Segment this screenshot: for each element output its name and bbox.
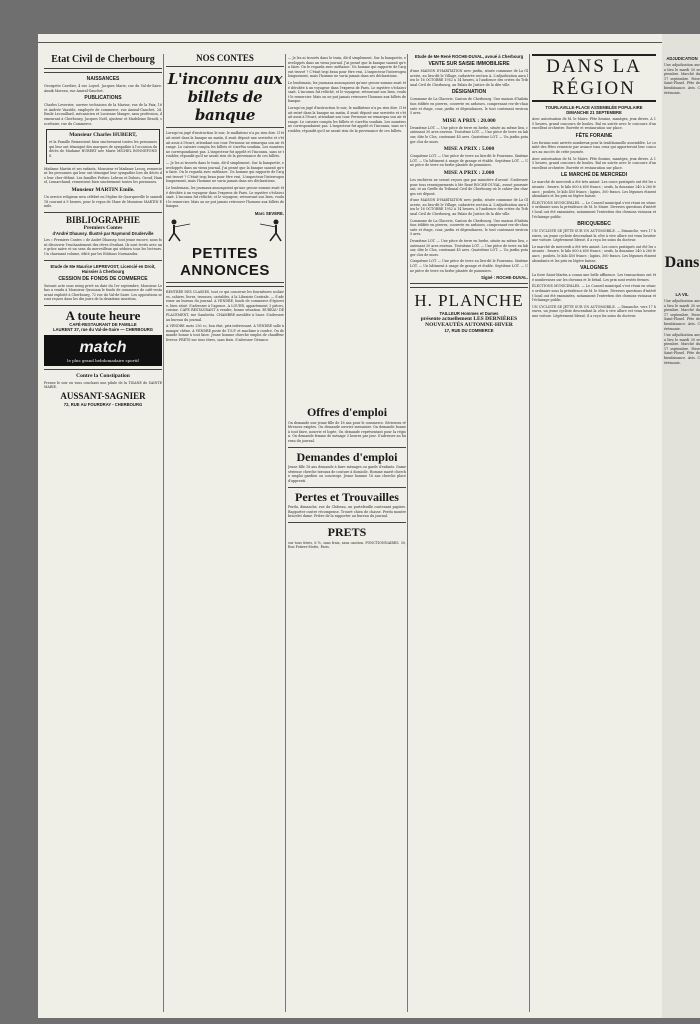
bibliographie-text: Les « Premiers Contes » de André Dhaussy, tout jeune encore, nous font découvrir l'enchantement des rêves d'enfant. Ils sont écrits avec une grâce naïve et un sens du merveilleux qui séduira tous les lecteurs. Un charmant volume, édité par les Editions Normandes. xyxy=(44,238,162,256)
match-logo: match xyxy=(44,335,162,358)
strip-dans: Dans xyxy=(664,254,700,272)
cafe-restaurant-label: CAFÉ-RESTAURANT DE FAMILLE xyxy=(69,321,137,327)
constipation-heading: Contre la Constipation xyxy=(76,372,130,379)
naissances-heading: NAISSANCES xyxy=(86,76,120,82)
conte-paragraph-3: Le lendemain, les journaux annonçaient qu'une grosse somme avait été dérobée à un voyageur dans l'express de Paris. Le mystère s'éclaircissait. L'inconnu fut relâché, et le voyageur, retrouvant son bien, voulut le remercier. Mais on ne put jamais retrouver l'homme aux billets de banque. xyxy=(166,185,284,209)
aussant-address: 72, RUE AU FOURDRAY - CHERBOURG xyxy=(63,401,143,407)
prets-text: sur tous titres, 6 %, sans frais, sans caution. FONCTIONNAIRES. 30, Rue Potiers-Motte, Paris. xyxy=(288,540,406,550)
roche-duval-etude: Etude de Me René ROCHE-DUVAL, avoué à Cherbourg xyxy=(414,54,524,59)
etude-lepreovst-title: Etude de Me Maurice LEPREVOST, Licencié en Droit, Huissier à Cherbourg xyxy=(50,263,156,274)
column-4 xyxy=(410,54,528,1012)
conditions-text-5: Cinquième LOT. — Une pièce de terre au lieu-dit le Fourneau. Sixième LOT. — Un bâtiment à usage de grange et étable. Septième LOT. — Une pièce de terre en herbe plantée de pommiers. xyxy=(410,259,528,273)
planche-subtitle: TAILLEUR Hommes et Dames xyxy=(439,311,499,317)
region-text-6b: ÉLECTIONS MUNICIPALES. — Le Conseil municipal s'est réuni en séance ordinaire sous la présidence de M. le Maire. Diverses questions d'intérêt local ont été examinées, notamment l'entretien des chemins vicinaux et l'éclairage public. xyxy=(532,284,656,303)
boxed-text: et la Famille Remercient bien sincèrement toutes les personnes qui leur ont témoigné des marques de sympathie à l'occasion du décès de Madame HUBERT née Marie MICHEL BONNEFONDS. xyxy=(49,140,157,158)
etat-civil-heading: Etat Civil de Cherbourg xyxy=(51,54,155,65)
bibliographie-heading: BIBLIOGRAPHIE xyxy=(65,214,141,225)
column-5 xyxy=(532,54,656,1012)
lots-text-2: Cinquième LOT. — Une pièce de terre au lieu-dit le Fourneau. Sixième LOT. — Un bâtiment à usage de grange et étable. Septième LOT. — Une pièce de terre en herbe plantée de pommiers. xyxy=(410,154,528,168)
annonces-text-2: A VENDRE moto 250 cc, bon état, prix intéressant. A VENDRE salle à manger chêne. A VENDRE poste de T.S.F. et machine à coudre. On demande bonne à tout faire. Jeune homme cherche emploi de chauffeur livreur. PRETS sur tous titres, sans frais. S'adresser Gérance. xyxy=(166,324,284,342)
region-text-3: Le marché de mercredi a été très animé. Les cours pratiqués ont été les suivants : beurre, le kilo 600 à 650 francs ; oeufs, la douzaine 240 à 260 francs ; poulets, le kilo 450 francs ; lapins, 300 francs. Les légumes étaient abondants et les prix en légère baisse. xyxy=(532,180,656,199)
cafe-address: LAURENT 37, rue du Val-de-Saire — CHERBOURG xyxy=(52,326,154,332)
dans-la-region-heading: DANS LA RÉGION xyxy=(532,54,656,102)
strip-text-3: Une adjudication aura lieu le mardi 30 septembre. Marché du 17 septembre. Foire Saint-Floxel. Fête de bienfaisance. Avis. Cérémonie. xyxy=(664,333,700,365)
petites-annonces-heading: PETITES ANNONCES xyxy=(180,244,270,279)
conte-continuation-text-2: Le lendemain, les journaux annonçaient qu'une grosse somme avait été dérobée à un voyageur dans l'express de Paris. Le mystère s'éclaircissait. L'inconnu fut relâché, et le voyageur, retrouvant son bien, voulut le remercier. Mais on ne put jamais retrouver l'homme aux billets de banque. xyxy=(288,80,406,104)
signature-roche-duval: Signé : ROCHE-DUVAL. xyxy=(481,275,528,281)
conte-continuation xyxy=(288,56,406,406)
inconnu-title: L'inconnu aux billets de banque xyxy=(167,70,283,125)
adjacent-page-strip xyxy=(662,34,700,1018)
newspaper-page xyxy=(38,34,662,1018)
column-2 xyxy=(166,54,284,1012)
annonces-text: RENTRÉE DES CLASSES, tout ce qui concerne les fournitures scolaires, cahiers, livres, trousses, cartables, à la Librairie Centrale. — S'adresser au bureau du journal. A VENDRE, fonds de commerce d'épicerie, bien situé. S'adresser à l'agence. A LOUER, appartement 3 pièces, cuisine. CAFE RESTAURANT à vendre, bonne situation. BUREAU DE PLACEMENT, rue Gambetta. CHAMBRE meublée à louer. S'adresser au bureau du journal. xyxy=(166,289,284,322)
contes-author: d'André Dhaussy. Illustré par Raymond Druderville xyxy=(52,231,154,237)
fete-foraine-heading: FÊTE FORAINE xyxy=(575,132,613,139)
cession-text: Suivant acte sous seing privé en date du 1er septembre, Monsieur Lebas a vendu à Monsieur Quoniam le fonds de commerce de café-restaurant exploité à Cherbourg, 72 rue du Val-de-Saire. Les oppositions seront reçues dans les dix jours de la deuxième insertion. xyxy=(44,283,162,302)
column-divider xyxy=(529,54,530,1012)
planche-name: H. PLANCHE xyxy=(414,291,524,311)
premiers-contes-title: Premiers Contes xyxy=(83,225,123,232)
pertes-heading: Pertes et Trouvailles xyxy=(295,489,399,504)
conte-continuation-text: — Je les ai trouvés dans le train, dit-il simplement. Sur la banquette, enveloppés dans un vieux journal. J'ai pensé que la banque saurait qu'en faire. On le regarda avec méfiance. Un homme qui rapporte de l'argent trouvé ? C'était trop beau pour être vrai. L'inspecteur l'interrogea longuement, mais l'homme ne varia jamais dans ses déclarations. xyxy=(288,56,406,79)
lots-text: Deuxième LOT. — Une pièce de terre en herbe, située au même lieu, contenant 30 ares environ. Troisième LOT. — Une pièce de terre en labour, dite le Clos, contenant 45 ares. Quatrième LOT. — Un jardin potager clos de murs. xyxy=(410,125,528,144)
column-divider xyxy=(285,54,286,1012)
region-text-4: ÉLECTIONS MUNICIPALES. — Le Conseil municipal s'est réuni en séance ordinaire sous la présidence de M. le Maire. Diverses questions d'intérêt local ont été examinées, notamment l'entretien des chemins vicinaux et l'éclairage public. xyxy=(532,200,656,219)
strip-text-2: Une adjudication aura lieu le mardi 30 septembre. Marché du 17 septembre. Foire Saint-Floxel. Fête de bienfaisance. Avis. Cérémonie. xyxy=(664,298,700,331)
planche-text: présente actuellement LES DERNIÈRES NOUVEAUTÉS AUTOMNE-HIVER xyxy=(420,316,518,329)
region-text-1: Avec autorisation de M. le Maire. Fête foraine, manèges, jeux divers. A 15 heures, grand concours de boules. Bal en soirée avec le concours d'un excellent orchestre. Buvette et restauration sur place. xyxy=(532,117,656,131)
bricquebec-heading: BRICQUEBEC xyxy=(577,221,611,228)
remerciement-box xyxy=(46,129,160,163)
conditions-text-4: Deuxième LOT. — Une pièce de terre en herbe, située au même lieu, contenant 30 ares environ. Troisième LOT. — Une pièce de terre en labour, dite le Clos, contenant 45 ares. Quatrième LOT. — Un jardin potager clos de murs. xyxy=(410,239,528,257)
fencer-right-icon xyxy=(258,217,284,243)
region-text-6c: UN CYCLISTE SE JETTE SUR UN AUTOMOBILE. — Dimanche, vers 17 heures, un jeune cycliste descendant la côte à vive allure est venu heurter une voiture. Légèrement blessé, il a reçu les soins du docteur. xyxy=(532,304,656,318)
prets-heading: PRETS xyxy=(327,524,367,539)
offres-text: On demande une jeune fille de 16 ans pour le commerce. Sérieuses références exigées. On demande ouvrier menuisier. On demande bonne à tout faire, nourrie et logée. On demande représentant pour la région. On demande femme de ménage 3 heures par jour. S'adresser au bureau du journal. xyxy=(288,420,406,443)
publications-heading: PUBLICATIONS xyxy=(84,95,122,102)
column-3 xyxy=(288,54,406,1012)
column-divider xyxy=(163,54,164,1012)
conditions-text-2: d'une MAISON D'HABITATION avec jardin, située commune de La Glacerie, au lieu-dit le Village, cadastrée section A. L'adjudication aura lieu le 16 OCTOBRE 1952 à 14 heures, à l'audience des criées du Tribunal Civil de Cherbourg, au Palais de Justice de la dite ville. xyxy=(410,198,528,217)
region-text-6: La foire Saint-Martin a connu une belle affluence. Les transactions ont été nombreuses sur les chevaux et le bétail. Les prix sont restés fermes. xyxy=(532,273,656,282)
top-rule xyxy=(38,42,662,43)
conte-continuation-text-3: Lorsqu'on jugé d'instruction le soir, le malfaiteur n'a pu rien dire. Il était entré dans la banque un matin, il avait déposé une serviette et s'était assis à l'écart, attendant son tour. Personne ne remarqua son air étrange. Le caissier compta les billets et s'arrêta soudain. Les numéros ne correspondaient pas. L'inspecteur fut appelé et l'inconnu, sans se troubler, répondit qu'il ne savait rien de la provenance de ces billets. xyxy=(288,105,406,133)
region-text-2b: Avec autorisation de M. le Maire. Fête foraine, manèges, jeux divers. A 15 heures, grand concours de boules. Bal en soirée avec le concours d'un excellent orchestre. Buvette et restauration sur place. xyxy=(532,156,656,170)
region-text-5b: Le marché de mercredi a été très animé. Les cours pratiqués ont été les suivants : beurre, le kilo 600 à 650 francs ; oeufs, la douzaine 240 à 260 francs ; poulets, le kilo 450 francs ; lapins, 300 francs. Les légumes étaient abondants et les prix en légère baisse. xyxy=(532,244,656,263)
tourlaville-heading: TOURLAVILLE-PLACE ASSEMBLÉE POPULAIRE xyxy=(545,105,643,110)
constipation-text: Prenez le soir en vous couchant une pilule de la TISANE de SAINTE MARIE. xyxy=(44,380,162,390)
strip-annonce: ADJUDICATION xyxy=(666,56,698,61)
vente-text: d'une MAISON D'HABITATION avec jardin, située commune de La Glacerie, au lieu-dit le Village, cadastrée section A. L'adjudication aura lieu le 16 OCTOBRE 1952 à 14 heures, à l'audience des criées du Tribunal Civil de Cherbourg, au Palais de Justice de la dite ville. xyxy=(410,69,528,87)
designation-text: Commune de La Glacerie, Canton de Cherbourg. Une maison d'habitation édifiée en pierres, couverte en ardoises, comprenant rez-de-chaussée et étage, cour, jardin et dépendances, le tout contenant environ 5 ares. xyxy=(410,97,528,116)
region-text-5: UN CYCLISTE SE JETTE SUR UN AUTOMOBILE. — Dimanche, vers 17 heures, un jeune cycliste descendant la côte à vive allure est venu heurter une voiture. Légèrement blessé, il a reçu les soins du docteur. xyxy=(532,229,656,243)
mise-a-prix-1: MISE A PRIX : 20.000 xyxy=(442,117,496,124)
deces-text: Un service religieux sera célébré en l'église de Querqueville le samedi 18 courant à 9 heures, pour le repos de l'âme de Monsieur MARTIN Emile. xyxy=(44,194,162,209)
marche-heading: LE MARCHÉ DE MERCREDI xyxy=(560,172,628,179)
toute-heure-ad-title: A toute heure xyxy=(65,307,141,323)
fencers-illustration xyxy=(166,217,284,243)
demandes-heading: Demandes d'emploi xyxy=(296,449,398,464)
strip-la-ville: LA VIL xyxy=(675,291,689,297)
remerciements-text: Madame Martin et ses enfants, Monsieur et Madame Lecoq, remercient les personnes qui leur ont témoigné leur sympathie lors du décès de leur cher défunt. Les familles Pottier, Lebrun et Dubois, Ozouf, Hamel, Lemarchand, remercient bien sincèrement toutes les personnes. xyxy=(44,166,162,185)
vente-heading: VENTE SUR SAISIE IMMOBILIERE xyxy=(428,61,510,67)
conte-paragraph-2: — Je les ai trouvés dans le train, dit-il simplement. Sur la banquette, enveloppés dans un vieux journal. J'ai pensé que la banque saurait qu'en faire. On le regarda avec méfiance. Un homme qui rapporte de l'argent trouvé ? C'était trop beau pour être vrai. L'inspecteur l'interrogea longuement, mais l'homme ne varia jamais dans ses déclarations. xyxy=(166,161,284,184)
conditions-text: Les enchères ne seront reçues que par ministère d'avoué. S'adresser pour tous renseignements à Me René ROCHE-DUVAL, avoué poursuivant, et au Greffe du Tribunal Civil de Cherbourg où le cahier des charges est déposé. xyxy=(410,177,528,196)
match-subtitle: le plus grand hebdomadaire sportif xyxy=(44,358,162,366)
fencer-left-icon xyxy=(166,217,192,243)
demandes-text: Jeune fille 18 ans demande à faire ménages ou garde d'enfants. Dame sérieuse cherche travaux de couture à domicile. Homme marié cherche emploi gardien ou concierge. Jeune homme 16 ans cherche place d'apprenti. xyxy=(288,465,406,483)
column-divider xyxy=(407,54,408,1012)
naissances-text: Georgette Cavelier, 4 rue Loysel. Jacques Marie, rue du Val-de-Saire. Annik Moreau, rue Amiral-Gauchet. xyxy=(44,84,162,93)
designation-heading: DÉSIGNATION xyxy=(451,89,487,96)
valognes-heading: VALOGNES xyxy=(580,265,608,272)
conte-author: Marc SEVERE. xyxy=(254,210,284,216)
strip-text: Une adjudication aura lieu le mardi 30 septembre. Marché du 17 septembre. Foire Saint-Floxel. Fête de bienfaisance. Avis. Cérémonie. xyxy=(664,63,700,95)
cession-heading: CESSION DE FONDS DE COMMERCE xyxy=(58,275,148,282)
region-text-2: Les forains sont arrivés nombreux pour la traditionnelle assemblée. Le comité des fêtes remercie par avance tous ceux qui apporteront leur concours au succès de cette journée. xyxy=(532,140,656,154)
planche-address: 17, RUE DU COMMERCE xyxy=(444,328,494,334)
deces-name: Monsieur MARTIN Emile. xyxy=(71,186,135,193)
nos-contes-heading: NOS CONTES xyxy=(196,54,254,63)
publications-text: Charles Leverrier, ouvrier technicien de la Marine, rue de la Paix, 16 et Andrée Vaastile, employée de commerce, rue Amiral-Gauchet, 24. Emile Lecouillard, mécanicien et Lucienne Mauger, sans profession, demeurant à Cherbourg. Jacques Noël, ajusteur et Madeleine Benoît, secrétaire, rue du Commerce. xyxy=(44,103,162,126)
mise-a-prix-3: MISE A PRIX : 2.000 xyxy=(443,169,495,176)
mise-a-prix-2: MISE A PRIX : 5.000 xyxy=(443,146,495,153)
conte-paragraph-1: Lorsqu'on jugé d'instruction le soir, le malfaiteur n'a pu rien dire. Il était entré dans la banque un matin, il avait déposé une serviette et s'était assis à l'écart, attendant son tour. Personne ne remarqua son air étrange. Le caissier compta les billets et s'arrêta soudain. Les numéros ne correspondaient pas. L'inspecteur fut appelé et l'inconnu, sans se troubler, répondit qu'il ne savait rien de la provenance de ces billets. xyxy=(166,131,284,159)
offres-heading: Offres d'emploi xyxy=(306,405,388,419)
column-1 xyxy=(44,54,162,1012)
pertes-text: Perdu, dimanche, rue du Château, un portefeuille contenant papiers. Rapporter contre récompense. Trouvé chien de chasse. Perdu montre bracelet dame. Prière de la rapporter au bureau du journal. xyxy=(288,505,406,519)
tourlaville-date: DIMANCHE 21 SEPTEMBRE xyxy=(566,110,622,115)
conditions-text-3: Commune de La Glacerie, Canton de Cherbourg. Une maison d'habitation édifiée en pierres, couverte en ardoises, comprenant rez-de-chaussée et étage, cour, jardin et dépendances, le tout contenant environ 5 ares. xyxy=(410,218,528,237)
boxed-name: Monsieur Charles HUBERT, xyxy=(69,132,137,139)
aussant-sagnier-name: AUSSANT-SAGNIER xyxy=(60,391,146,402)
